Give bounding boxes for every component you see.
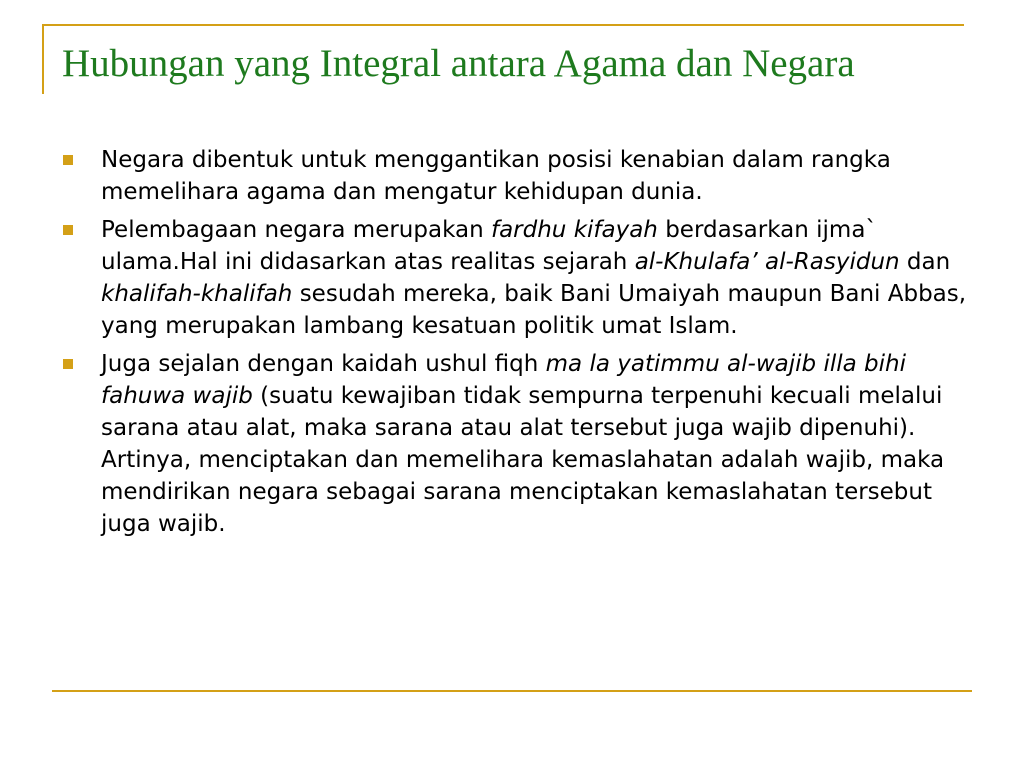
bullet-segment: Pelembagaan negara merupakan xyxy=(101,217,491,243)
square-bullet-icon xyxy=(63,225,73,235)
bullet-list xyxy=(60,144,970,546)
title-frame-top-line xyxy=(42,24,964,26)
slide-title: Hubungan yang Integral antara Agama dan Negara xyxy=(62,42,855,85)
bullet-segment: Negara dibentuk untuk menggantikan posisi kenabian dalam rangka memelihara agama dan mengatur kehidupan dunia. xyxy=(101,147,891,205)
bullet-text xyxy=(101,147,891,205)
bullet-segment-italic: khalifah-khalifah xyxy=(101,281,293,307)
square-bullet-icon xyxy=(63,359,73,369)
bullet-segment-italic: fardhu kifayah xyxy=(490,217,658,243)
bullet-item-1 xyxy=(60,144,970,208)
bullet-text xyxy=(101,351,944,537)
footer-divider-line xyxy=(52,690,972,692)
bullet-text xyxy=(101,217,966,339)
bullet-segment-italic: al-Khulafa’ al-Rasyidun xyxy=(634,249,900,275)
square-bullet-icon xyxy=(63,155,73,165)
bullet-segment-italic: ma la yatimmu al-wajib illa bihi fahuwa wajib xyxy=(101,351,906,409)
title-frame-left-line xyxy=(42,24,44,94)
bullet-segment: Juga sejalan dengan kaidah ushul fiqh xyxy=(101,351,546,377)
bullet-item-3 xyxy=(60,348,970,540)
bullet-segment: dan xyxy=(899,249,951,275)
bullet-item-2 xyxy=(60,214,970,342)
bullet-segment: berdasarkan ijma` ulama.Hal ini didasarkan atas realitas sejarah xyxy=(101,217,877,275)
bullet-segment: sesudah mereka, baik Bani Umaiyah maupun Bani Abbas, yang merupakan lambang kesatuan politik umat Islam. xyxy=(101,281,967,339)
bullet-segment: (suatu kewajiban tidak sempurna terpenuhi kecuali melalui sarana atau alat, maka sarana atau alat tersebut juga wajib dipenuhi). Artinya, menciptakan dan memelihara kemaslahatan adalah wajib, maka mendirikan negara sebagai sarana menciptakan kemaslahatan tersebut juga wajib. xyxy=(101,383,945,537)
